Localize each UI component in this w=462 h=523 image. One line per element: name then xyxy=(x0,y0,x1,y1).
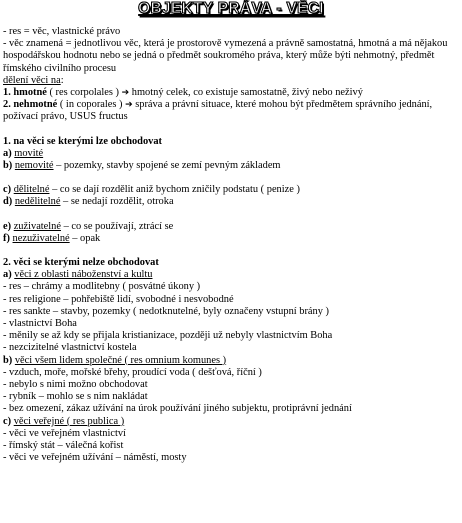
list-item: - nebylo s nimi možno obchodovat xyxy=(3,379,148,391)
section1-item xyxy=(3,233,459,245)
item-rest: – opak xyxy=(69,232,101,244)
list-item: - měnily se až kdy se přijala kristianizace, později už nebyly vlastnictvím Boha xyxy=(3,330,333,342)
item-letter: b) xyxy=(3,160,13,172)
item-letter: b) xyxy=(3,354,13,366)
subheading-title: věci veřejné ( res publica ) xyxy=(13,415,125,427)
division-num: 2. xyxy=(3,99,11,111)
division-num: 1. xyxy=(3,87,11,99)
section1-item xyxy=(3,196,459,208)
item-term: movité xyxy=(14,147,44,159)
list-item: - věci ve veřejném vlastnictví xyxy=(3,427,126,439)
list-item: - rybník – mohlo se s nim nakládat xyxy=(3,391,148,403)
spacer xyxy=(3,124,459,136)
division-latin: ( in coporales ) xyxy=(57,99,126,111)
division-term: hmotné xyxy=(13,87,47,99)
subheading-title: věci všem lidem společné ( res omnium komunes ) xyxy=(14,354,227,366)
item-letter: f) xyxy=(3,232,10,244)
item-rest: – pozemky, stavby spojené se zemí pevným základem xyxy=(53,160,281,172)
intro-line-definition: - věc znamená = jednotlivou věc, která je prostorově vymezená a právně samostatná, hmotná a má nějakou hospodářskou hodnotu nebo se jedná o předmět soukromého práva, který může býti nehmotný, předmět římského civilního procesu xyxy=(3,38,448,74)
list-item: - vzduch, moře, mořské břehy, proudící voda ( dešťová, říční ) xyxy=(3,366,262,378)
list-item: - římský stát – válečná kořist xyxy=(3,440,124,452)
document-title: OBJEKTY PRÁVA - VĚCI xyxy=(138,0,324,17)
list-item: - res religione – pohřebiště lidí, svobodné i nesvobodné xyxy=(3,293,234,305)
arrow-right-icon: ➔ xyxy=(121,88,130,99)
division-heading xyxy=(3,75,459,87)
intro-line-res: - res = věc, vlastnické právo xyxy=(3,26,121,37)
section2-heading: 2. věci se kterými nelze obchodovat xyxy=(3,257,159,269)
section2-subheading-b xyxy=(3,355,459,367)
item-term: zuživatelné xyxy=(13,220,61,232)
list-item: - věci ve veřejném užívání – náměstí, mosty xyxy=(3,452,187,464)
item-rest: – co se dají rozdělit aniž bychom zničily podstatu ( penize ) xyxy=(49,184,300,196)
division-colon: : xyxy=(60,74,64,86)
item-term: nemovité xyxy=(14,160,54,172)
subheading-title: věci z oblasti náboženství a kultu xyxy=(14,269,153,281)
section1-heading: 1. na věci se kterými lze obchodovat xyxy=(3,135,163,147)
section1-item xyxy=(3,148,459,160)
section2-subheading-c xyxy=(3,416,459,428)
list-item: - vlastnictví Boha xyxy=(3,318,77,330)
item-term: nezuživatelné xyxy=(12,232,70,244)
division-label: dělení věci na xyxy=(3,74,61,86)
item-letter: e) xyxy=(3,220,12,232)
division-latin: ( res corpolales ) xyxy=(46,87,122,99)
item-letter: c) xyxy=(3,415,12,427)
arrow-right-icon: ➔ xyxy=(125,100,133,111)
list-item: - res sankte – stavby, pozemky ( nedotknutelné, byly označeny vstupní brány ) xyxy=(3,305,329,317)
spacer xyxy=(3,172,459,184)
item-rest: – se nedají rozdělit, otroka xyxy=(60,196,174,208)
division-desc: hmotný celek, co existuje samostatně, živý nebo neživý xyxy=(129,87,363,99)
list-item: - res – chrámy a modlitebny ( posvátné úkony ) xyxy=(3,281,201,293)
list-item: - nezcizitelné vlastnictví kostela xyxy=(3,342,137,354)
item-term: dělitelné xyxy=(13,184,50,196)
division-term: nehmotné xyxy=(13,99,58,111)
division-item-hmotne xyxy=(3,87,459,99)
item-rest: – co se používají, ztrácí se xyxy=(61,220,174,232)
item-letter: c) xyxy=(3,184,12,196)
item-letter: d) xyxy=(3,196,13,208)
division-desc: správa a právní situace, které mohou být předmětem správního jednání, požívací právo, USUS fructus xyxy=(3,99,433,123)
item-term: nedělitelné xyxy=(14,196,61,208)
spacer xyxy=(3,209,459,221)
list-item: - bez omezení, zákaz užívání na úrok používání jiného subjektu, protiprávní jednání xyxy=(3,403,352,415)
division-item-nehmotne xyxy=(3,99,459,123)
section1-item xyxy=(3,160,459,172)
section1-item xyxy=(3,184,459,196)
item-letter: a) xyxy=(3,269,12,281)
item-letter: a) xyxy=(3,147,12,159)
section2-subheading-a xyxy=(3,269,459,281)
spacer xyxy=(3,245,459,257)
section1-item xyxy=(3,221,459,233)
